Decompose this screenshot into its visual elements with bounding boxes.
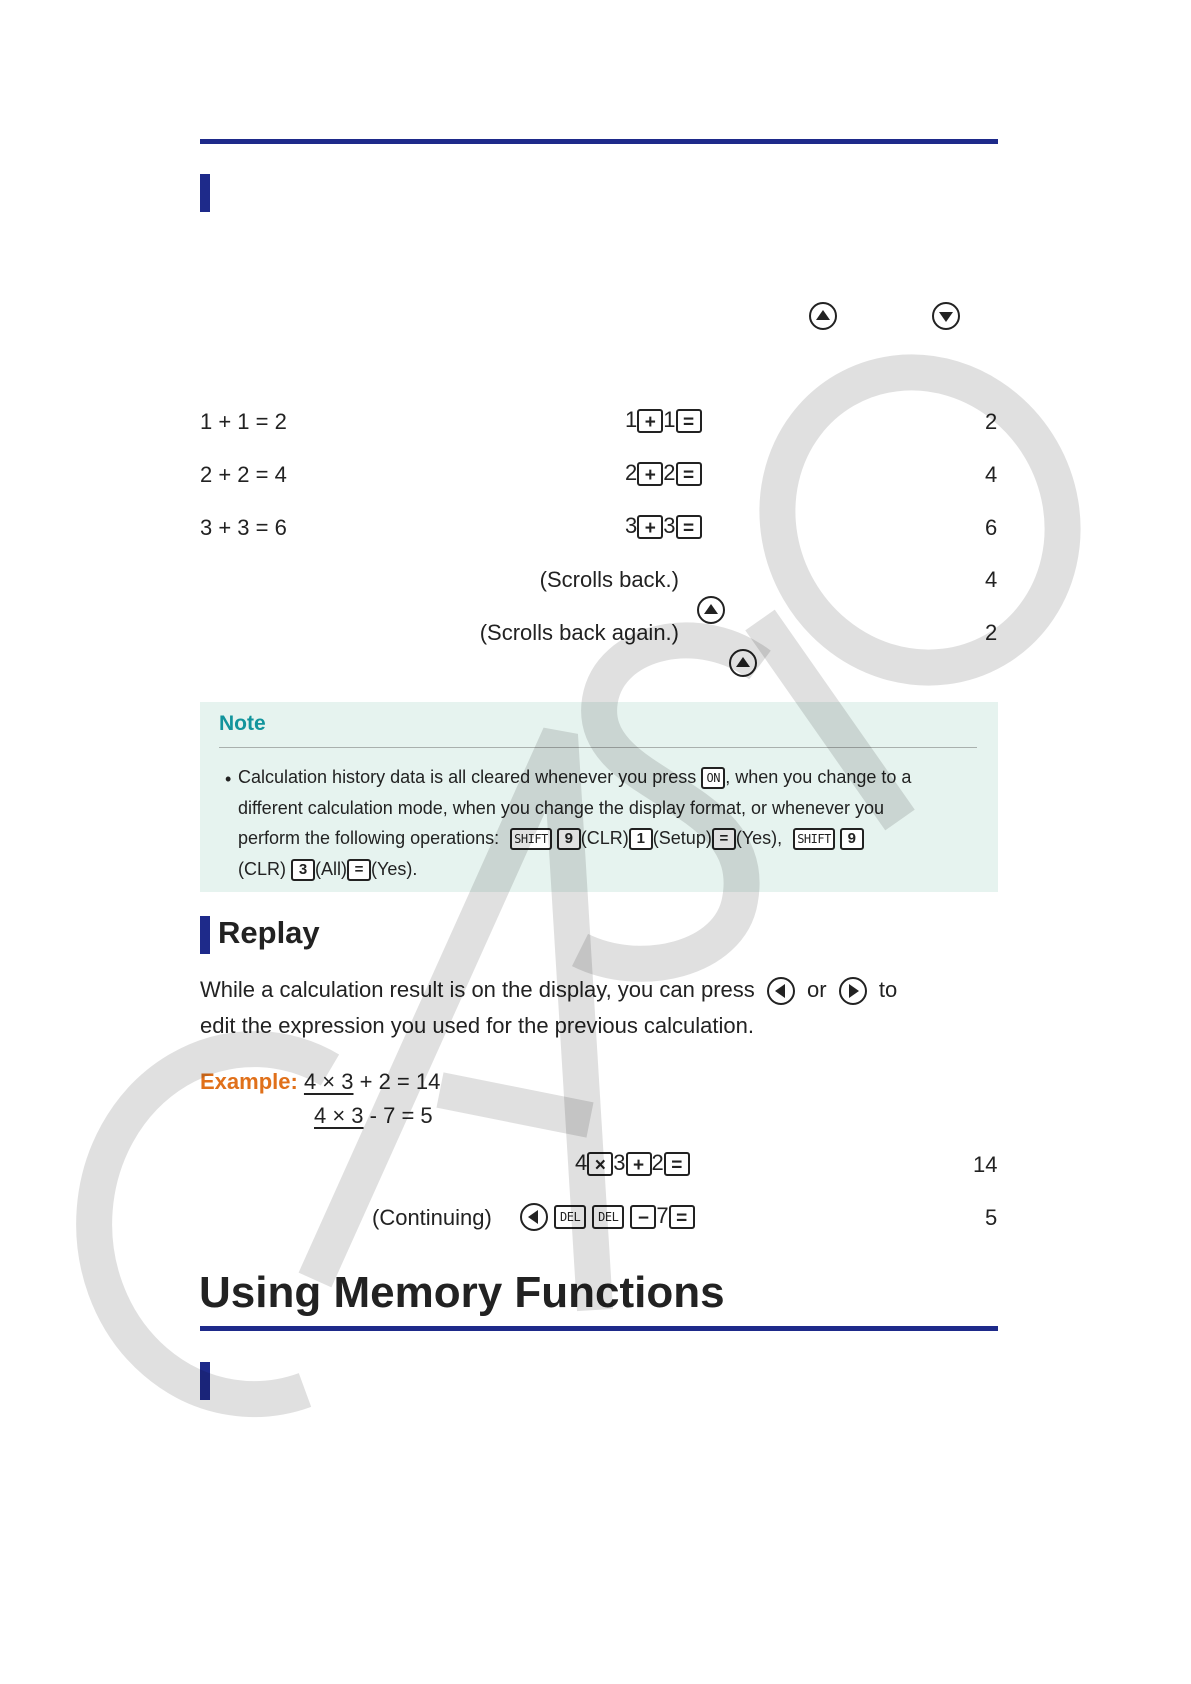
section-marker bbox=[200, 916, 210, 954]
plus-key-icon: + bbox=[637, 409, 663, 433]
section-heading: Replay bbox=[218, 915, 320, 950]
note-text: (All) bbox=[315, 859, 348, 879]
del-key-icon: DEL bbox=[554, 1205, 586, 1229]
digit-key: 1 bbox=[663, 407, 676, 432]
display-result: 14 bbox=[973, 1152, 998, 1177]
chapter-heading: Using Memory Functions bbox=[199, 1268, 725, 1317]
history-result: 2 bbox=[985, 620, 998, 645]
history-expression: 1 + 1 = 2 bbox=[200, 409, 287, 434]
digit-key: 3 bbox=[625, 513, 638, 538]
history-result: 4 bbox=[985, 462, 998, 487]
note-text: , when you change to a bbox=[725, 767, 912, 787]
digit-key-icon: 9 bbox=[840, 828, 864, 850]
note-text: (CLR) bbox=[238, 859, 286, 879]
expression-text: - 7 = 5 bbox=[363, 1103, 433, 1128]
history-result: 2 bbox=[985, 409, 998, 434]
note-text: Calculation history data is all cleared whenever you press bbox=[238, 767, 697, 787]
note-divider bbox=[219, 747, 977, 748]
note-text: (Yes). bbox=[371, 859, 418, 879]
cursor-right-icon bbox=[839, 977, 867, 1005]
history-result: 6 bbox=[985, 515, 998, 540]
section-marker bbox=[200, 174, 210, 212]
equals-key-icon: = bbox=[347, 859, 371, 881]
example-label: Example: bbox=[200, 1069, 298, 1094]
note-line-4 bbox=[238, 859, 417, 881]
note-text: (Setup) bbox=[652, 828, 712, 848]
history-table bbox=[0, 28, 1191, 645]
cursor-up-icon bbox=[729, 649, 757, 677]
note-title: Note bbox=[219, 712, 266, 735]
cursor-down-icon bbox=[932, 302, 960, 330]
plus-key-icon: + bbox=[637, 515, 663, 539]
note-line-2: different calculation mode, when you change the display format, or whenever you bbox=[238, 798, 885, 818]
multiply-key-icon: × bbox=[587, 1152, 613, 1176]
digit-key-icon: 9 bbox=[557, 828, 581, 850]
cursor-up-icon bbox=[809, 302, 837, 330]
digit-key: 2 bbox=[663, 460, 676, 485]
equals-key-icon: = bbox=[676, 409, 702, 433]
equals-key-icon: = bbox=[669, 1205, 695, 1229]
shift-key-icon: SHIFT bbox=[510, 828, 552, 850]
key-sequence bbox=[625, 460, 702, 486]
digit-key: 3 bbox=[663, 513, 676, 538]
underlined-expression: 4 × 3 bbox=[303, 1069, 354, 1094]
digit-key: 7 bbox=[656, 1203, 669, 1228]
digit-key-icon: 1 bbox=[629, 828, 653, 850]
note-line-1 bbox=[238, 767, 911, 789]
digit-key: 3 bbox=[613, 1150, 626, 1175]
del-key-icon: DEL bbox=[592, 1205, 624, 1229]
note-bullet: • bbox=[225, 769, 232, 789]
digit-key-icon: 3 bbox=[291, 859, 315, 881]
minus-key-icon: − bbox=[630, 1205, 656, 1229]
digit-key: 1 bbox=[625, 407, 638, 432]
chapter-rule bbox=[200, 1326, 998, 1331]
digit-key: 2 bbox=[625, 460, 638, 485]
history-result: 4 bbox=[985, 567, 998, 592]
equals-key-icon: = bbox=[676, 515, 702, 539]
example-line-1 bbox=[200, 1069, 440, 1095]
digit-key: 4 bbox=[575, 1150, 588, 1175]
equals-key-icon: = bbox=[676, 462, 702, 486]
paragraph-text: to bbox=[878, 977, 898, 1002]
shift-key-icon: SHIFT bbox=[793, 828, 835, 850]
underlined-expression: 4 × 3 bbox=[314, 1103, 364, 1128]
equals-key-icon: = bbox=[712, 828, 736, 850]
top-rule bbox=[200, 139, 998, 144]
plus-key-icon: + bbox=[637, 462, 663, 486]
note-text: (Yes), bbox=[735, 828, 783, 848]
digit-key: 2 bbox=[651, 1150, 664, 1175]
cursor-up-icon bbox=[697, 596, 725, 624]
note-text: (CLR) bbox=[580, 828, 629, 848]
key-sequence bbox=[625, 513, 702, 539]
paragraph-text: While a calculation result is on the display, you can press bbox=[200, 977, 755, 1002]
note-text: perform the following operations: bbox=[238, 828, 500, 848]
history-expression: 3 + 3 = 6 bbox=[200, 515, 287, 540]
replay-paragraph-line-2: edit the expression you used for the previous calculation. bbox=[200, 1013, 754, 1038]
section-marker bbox=[200, 1362, 210, 1400]
key-sequence bbox=[625, 407, 702, 433]
replay-paragraph-line-1 bbox=[200, 977, 897, 1005]
on-key-icon: ON bbox=[701, 767, 725, 789]
cursor-left-icon bbox=[767, 977, 795, 1005]
scroll-label: (Scrolls back.) bbox=[539, 567, 679, 592]
example-line-2 bbox=[314, 1103, 433, 1129]
note-line-3 bbox=[238, 828, 864, 850]
plus-key-icon: + bbox=[626, 1152, 652, 1176]
key-sequence bbox=[520, 1203, 695, 1231]
key-sequence bbox=[575, 1150, 690, 1176]
history-expression: 2 + 2 = 4 bbox=[200, 462, 287, 487]
cursor-left-icon bbox=[520, 1203, 548, 1231]
equals-key-icon: = bbox=[664, 1152, 690, 1176]
display-result: 5 bbox=[985, 1205, 998, 1230]
paragraph-text: or bbox=[807, 977, 827, 1002]
continuing-label: (Continuing) bbox=[372, 1205, 492, 1230]
scroll-label: (Scrolls back again.) bbox=[479, 620, 679, 645]
expression-text: + 2 = 14 bbox=[353, 1069, 441, 1094]
